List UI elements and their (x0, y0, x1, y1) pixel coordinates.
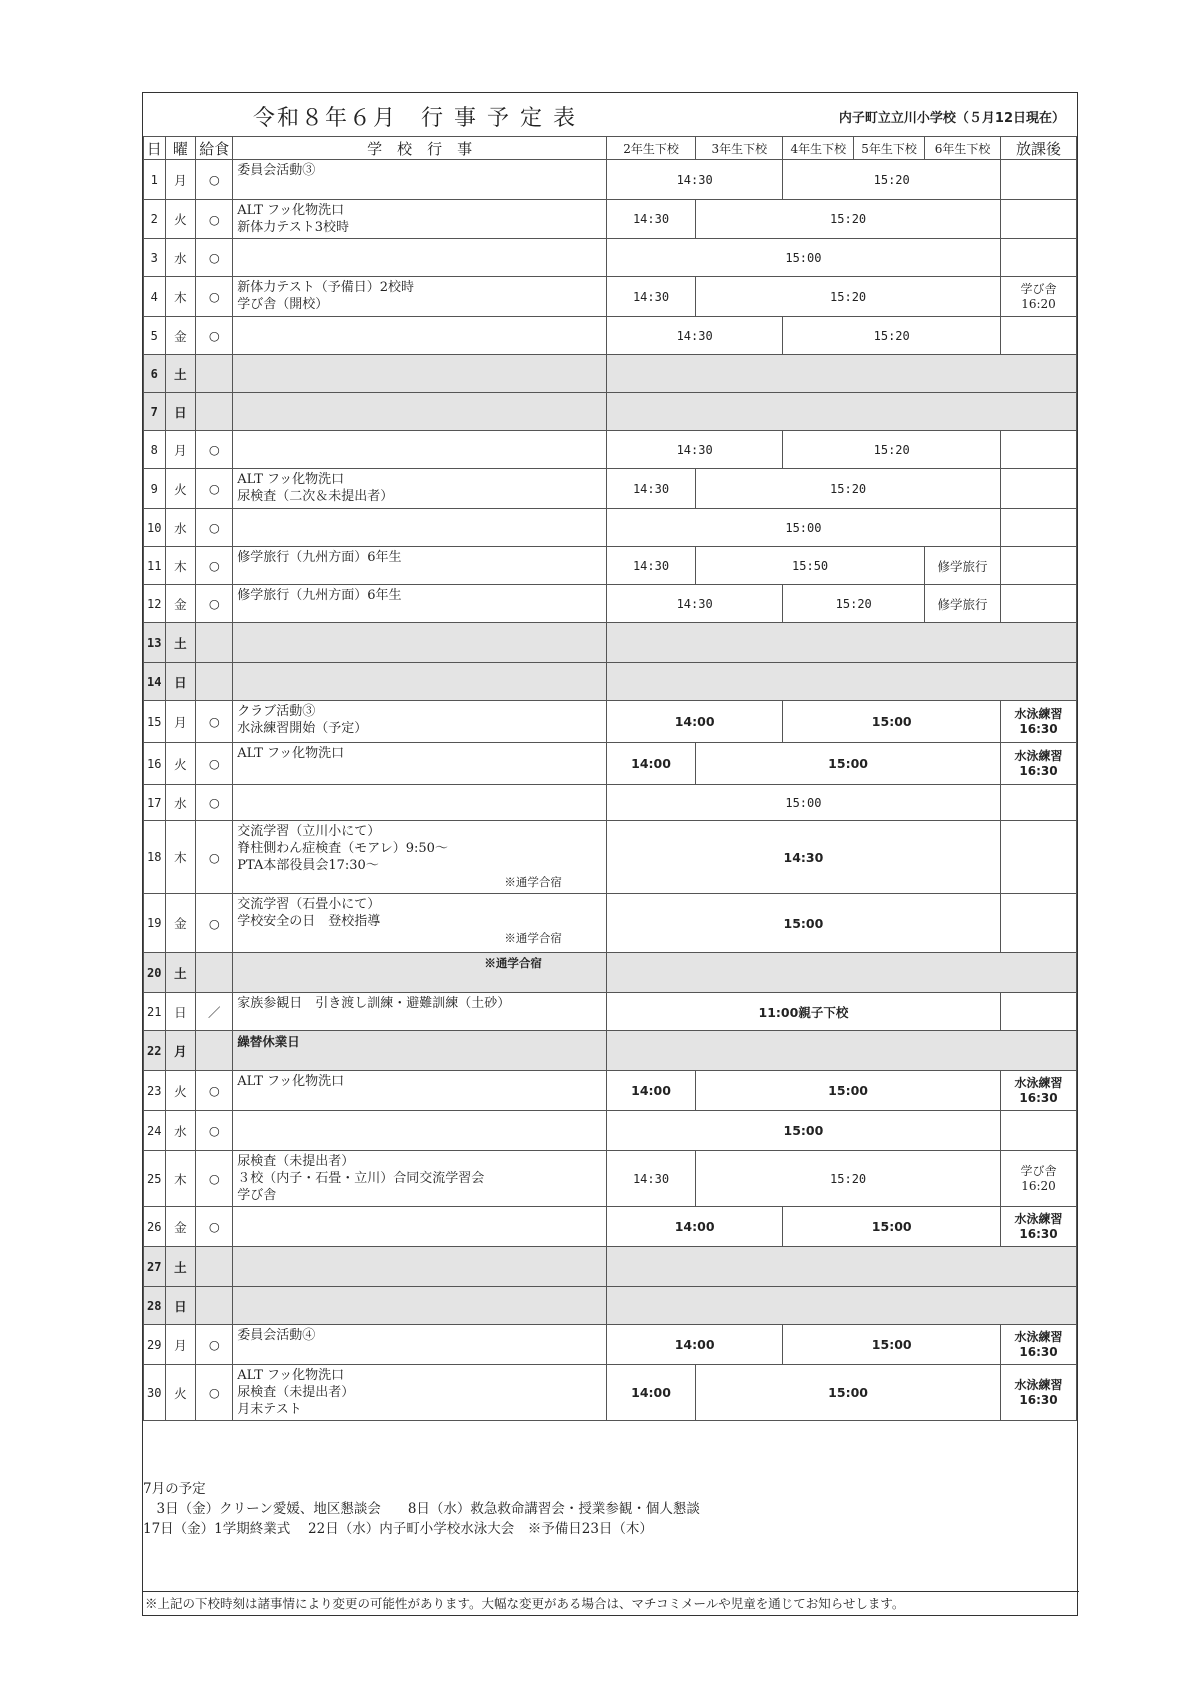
events-cell (233, 1247, 607, 1287)
events-cell (233, 993, 607, 1031)
after-school-cell (1000, 200, 1076, 239)
events-cell (233, 663, 607, 701)
weekday-cell: 火 (165, 469, 196, 509)
header-g3: 3年生下校 (696, 137, 783, 160)
lunch-cell: ○ (196, 1325, 233, 1365)
after-school-line: 水泳練習 (1014, 1211, 1063, 1226)
event-line: 修学旅行（九州方面）6年生 (237, 550, 402, 565)
after-school-cell (1000, 239, 1076, 277)
event-line: クラブ活動③ (237, 704, 316, 719)
weekday-cell: 水 (165, 239, 196, 277)
day-cell: 4 (144, 277, 166, 317)
dismissal-early: 14:30 (606, 431, 783, 469)
header-after: 放課後 (1000, 137, 1076, 160)
dismissal-cell (606, 1031, 1076, 1071)
day-cell: 24 (144, 1111, 166, 1151)
dismissal-cell (606, 623, 1076, 663)
weekday-cell: 月 (165, 1325, 196, 1365)
after-school-cell (1000, 585, 1076, 623)
day-cell: 21 (144, 993, 166, 1031)
lunch-cell (196, 1031, 233, 1071)
day-cell: 29 (144, 1325, 166, 1365)
after-school-cell (1000, 1151, 1076, 1207)
event-line: 尿検査（未提出者） (237, 1154, 355, 1169)
table-row (144, 1151, 1077, 1207)
title-bar (143, 93, 1077, 137)
events-cell (233, 160, 607, 200)
dismissal-early: 14:30 (606, 1151, 695, 1207)
after-school-cell (1000, 160, 1076, 200)
events-cell (233, 623, 607, 663)
events-cell (233, 1151, 607, 1207)
day-cell: 7 (144, 393, 166, 431)
event-line: 修学旅行（九州方面）6年生 (237, 588, 402, 603)
dismissal-late: 15:00 (696, 1071, 1001, 1111)
dismissal-late: 15:20 (696, 469, 1001, 509)
table-row (144, 623, 1077, 663)
events-cell (233, 317, 607, 355)
dismissal-cell (606, 1247, 1076, 1287)
dismissal-late: 15:50 (696, 547, 925, 585)
events-cell (233, 509, 607, 547)
weekday-cell: 月 (165, 431, 196, 469)
day-cell: 12 (144, 585, 166, 623)
july-line-2: 17日（金）1学期終業式 22日（水）内子町小学校水泳大会 ※予備日23日（木） (143, 1521, 653, 1537)
day-cell: 19 (144, 894, 166, 953)
event-line: 交流学習（石畳小にて） (237, 897, 381, 912)
lunch-cell: ○ (196, 1071, 233, 1111)
event-line: 繰替休業日 (237, 1034, 300, 1049)
dismissal-late: 15:20 (696, 277, 1001, 317)
table-row (144, 743, 1077, 785)
lunch-cell: ○ (196, 431, 233, 469)
lunch-cell: ○ (196, 1207, 233, 1247)
event-line: 学び舎 (237, 1188, 277, 1203)
dismissal-g6: 修学旅行 (925, 585, 1001, 623)
school-name: 内子町立立川小学校（５月12日現在） (838, 111, 1065, 126)
weekday-cell: 日 (165, 393, 196, 431)
dismissal-late: 15:00 (696, 1365, 1001, 1421)
lunch-cell: ○ (196, 200, 233, 239)
lunch-cell: ○ (196, 785, 233, 821)
table-row (144, 509, 1077, 547)
event-line: 家族参観日 引き渡し訓練・避難訓練（土砂） (237, 996, 511, 1011)
after-school-line: 水泳練習 (1014, 1377, 1063, 1392)
dismissal-cell (606, 355, 1076, 393)
table-row (144, 469, 1077, 509)
weekday-cell: 木 (165, 547, 196, 585)
table-row (144, 821, 1077, 894)
weekday-cell: 木 (165, 1151, 196, 1207)
dismissal-cell (606, 1287, 1076, 1325)
dismissal-late: 15:00 (783, 1325, 1001, 1365)
weekday-cell: 土 (165, 355, 196, 393)
lunch-cell: ○ (196, 547, 233, 585)
table-row (144, 1207, 1077, 1247)
table-row (144, 317, 1077, 355)
lunch-cell: ／ (196, 993, 233, 1031)
events-cell (233, 547, 607, 585)
dismissal-all: 15:00 (606, 239, 1000, 277)
lunch-cell: ○ (196, 239, 233, 277)
dismissal-all: 11:00親子下校 (606, 993, 1000, 1031)
page-title: 令和８年６月 行 事 予 定 表 (253, 106, 577, 131)
day-cell: 6 (144, 355, 166, 393)
events-cell (233, 1325, 607, 1365)
weekday-cell: 月 (165, 160, 196, 200)
after-school-cell (1000, 509, 1076, 547)
weekday-cell: 火 (165, 1365, 196, 1421)
dismissal-cell (606, 953, 1076, 993)
schedule-sheet (142, 92, 1078, 1616)
after-school-line: 水泳練習 (1014, 748, 1063, 763)
dismissal-late: 15:00 (783, 701, 1001, 743)
after-school-cell (1000, 894, 1076, 953)
table-row (144, 785, 1077, 821)
event-line: 委員会活動④ (237, 1328, 316, 1343)
after-school-line: 16:30 (1019, 1090, 1058, 1105)
weekday-cell: 金 (165, 317, 196, 355)
dismissal-late: 15:00 (696, 743, 1001, 785)
header-row (144, 137, 1077, 160)
weekday-cell: 土 (165, 953, 196, 993)
dismissal-cell (606, 663, 1076, 701)
header-g5: 5年生下校 (854, 137, 925, 160)
after-school-line: 16:20 (1021, 1178, 1056, 1193)
after-school-line: 水泳練習 (1014, 1329, 1063, 1344)
lunch-cell: ○ (196, 701, 233, 743)
events-cell (233, 743, 607, 785)
dismissal-early: 14:00 (606, 701, 783, 743)
after-school-cell (1000, 1207, 1076, 1247)
after-school-line: 学び舎 (1020, 281, 1057, 296)
lunch-cell: ○ (196, 469, 233, 509)
day-cell: 3 (144, 239, 166, 277)
after-school-cell (1000, 547, 1076, 585)
event-note: ※通学合宿 (484, 956, 542, 970)
dismissal-all: 15:00 (606, 509, 1000, 547)
day-cell: 23 (144, 1071, 166, 1111)
events-cell (233, 894, 607, 953)
lunch-cell: ○ (196, 1365, 233, 1421)
after-school-line: 水泳練習 (1014, 1075, 1063, 1090)
after-school-line: 学び舎 (1020, 1163, 1057, 1178)
day-cell: 25 (144, 1151, 166, 1207)
dismissal-early: 14:00 (606, 1207, 783, 1247)
dismissal-early: 14:00 (606, 1365, 695, 1421)
day-cell: 11 (144, 547, 166, 585)
table-row (144, 701, 1077, 743)
table-row (144, 1325, 1077, 1365)
table-row (144, 1287, 1077, 1325)
lunch-cell: ○ (196, 317, 233, 355)
day-cell: 28 (144, 1287, 166, 1325)
table-row (144, 1365, 1077, 1421)
header-g6: 6年生下校 (925, 137, 1001, 160)
day-cell: 22 (144, 1031, 166, 1071)
events-cell (233, 1207, 607, 1247)
weekday-cell: 木 (165, 821, 196, 894)
day-cell: 16 (144, 743, 166, 785)
weekday-cell: 金 (165, 894, 196, 953)
weekday-cell: 日 (165, 993, 196, 1031)
table-row (144, 993, 1077, 1031)
after-school-cell (1000, 993, 1076, 1031)
dismissal-early: 14:30 (606, 160, 783, 200)
event-line: ALT フッ化物洗口 (237, 203, 345, 218)
day-cell: 1 (144, 160, 166, 200)
table-row (144, 239, 1077, 277)
after-school-line: 16:20 (1021, 296, 1056, 311)
event-note: ※通学合宿 (504, 875, 562, 889)
lunch-cell (196, 1247, 233, 1287)
header-weekday: 曜 (165, 137, 196, 160)
header-day: 日 (144, 137, 166, 160)
after-school-cell (1000, 317, 1076, 355)
day-cell: 10 (144, 509, 166, 547)
after-school-cell (1000, 785, 1076, 821)
dismissal-early: 14:00 (606, 1071, 695, 1111)
after-school-cell (1000, 821, 1076, 894)
event-line: 新体力テスト（予備日）2校時 (237, 280, 415, 295)
dismissal-late: 15:20 (783, 431, 1001, 469)
event-line: 新体力テスト3校時 (237, 220, 350, 235)
dismissal-all: 14:30 (606, 821, 1000, 894)
dismissal-late: 15:20 (783, 160, 1001, 200)
day-cell: 27 (144, 1247, 166, 1287)
event-line: 水泳練習開始（予定） (237, 721, 368, 736)
lunch-cell: ○ (196, 160, 233, 200)
lunch-cell: ○ (196, 894, 233, 953)
weekday-cell: 月 (165, 701, 196, 743)
event-note: ※通学合宿 (504, 931, 562, 945)
day-cell: 2 (144, 200, 166, 239)
after-school-cell (1000, 1325, 1076, 1365)
day-cell: 9 (144, 469, 166, 509)
day-cell: 17 (144, 785, 166, 821)
weekday-cell: 金 (165, 1207, 196, 1247)
lunch-cell (196, 1287, 233, 1325)
after-school-cell (1000, 1071, 1076, 1111)
dismissal-g6: 修学旅行 (925, 547, 1001, 585)
lunch-cell (196, 393, 233, 431)
event-line: 委員会活動③ (237, 163, 316, 178)
events-cell (233, 953, 607, 993)
table-row (144, 894, 1077, 953)
event-line: ALT フッ化物洗口 (237, 472, 345, 487)
weekday-cell: 水 (165, 1111, 196, 1151)
weekday-cell: 土 (165, 623, 196, 663)
event-line: 交流学習（立川小にて） (237, 824, 381, 839)
header-g4: 4年生下校 (783, 137, 854, 160)
event-line: 尿検査（二次＆未提出者） (237, 489, 394, 504)
dismissal-all: 15:00 (606, 785, 1000, 821)
schedule-table (143, 136, 1077, 1421)
events-cell (233, 1111, 607, 1151)
events-cell (233, 1071, 607, 1111)
events-cell (233, 785, 607, 821)
event-line: ALT フッ化物洗口 (237, 1368, 345, 1383)
event-line: 学校安全の日 登校指導 (237, 914, 381, 929)
dismissal-early: 14:30 (606, 317, 783, 355)
lunch-cell: ○ (196, 585, 233, 623)
events-cell (233, 431, 607, 469)
events-cell (233, 1031, 607, 1071)
dismissal-early: 14:30 (606, 469, 695, 509)
dismissal-late: 15:20 (783, 585, 925, 623)
event-line: ALT フッ化物洗口 (237, 1074, 345, 1089)
weekday-cell: 日 (165, 1287, 196, 1325)
events-cell (233, 1287, 607, 1325)
lunch-cell (196, 355, 233, 393)
events-cell (233, 1365, 607, 1421)
weekday-cell: 金 (165, 585, 196, 623)
dismissal-early: 14:30 (606, 585, 783, 623)
weekday-cell: 水 (165, 509, 196, 547)
events-cell (233, 701, 607, 743)
header-events: 学 校 行 事 (233, 137, 607, 160)
dismissal-late: 15:00 (783, 1207, 1001, 1247)
dismissal-all: 15:00 (606, 894, 1000, 953)
weekday-cell: 水 (165, 785, 196, 821)
table-row (144, 953, 1077, 993)
after-school-cell (1000, 431, 1076, 469)
dismissal-late: 15:20 (783, 317, 1001, 355)
events-cell (233, 355, 607, 393)
day-cell: 20 (144, 953, 166, 993)
table-row (144, 277, 1077, 317)
july-line-1: 3日（金）クリーン愛媛、地区懇談会 8日（水）救急救命講習会・授業参観・個人懇談 (143, 1501, 700, 1517)
table-row (144, 663, 1077, 701)
dismissal-early: 14:30 (606, 200, 695, 239)
after-school-line: 16:30 (1019, 1226, 1058, 1241)
lunch-cell: ○ (196, 509, 233, 547)
day-cell: 30 (144, 1365, 166, 1421)
lunch-cell (196, 953, 233, 993)
table-row (144, 1031, 1077, 1071)
weekday-cell: 火 (165, 200, 196, 239)
dismissal-late: 15:20 (696, 1151, 1001, 1207)
header-g2: 2年生下校 (606, 137, 695, 160)
lunch-cell: ○ (196, 743, 233, 785)
events-cell (233, 200, 607, 239)
header-lunch: 給食 (196, 137, 233, 160)
event-line: 学び舎（開校） (237, 297, 329, 312)
lunch-cell: ○ (196, 1151, 233, 1207)
event-line: PTA本部役員会17:30～ (237, 858, 379, 873)
weekday-cell: 月 (165, 1031, 196, 1071)
after-school-cell (1000, 1365, 1076, 1421)
events-cell (233, 821, 607, 894)
after-school-cell (1000, 469, 1076, 509)
after-school-line: 水泳練習 (1014, 706, 1063, 721)
dismissal-cell (606, 393, 1076, 431)
table-row (144, 160, 1077, 200)
dismissal-late: 15:20 (696, 200, 1001, 239)
after-school-line: 16:30 (1019, 763, 1058, 778)
table-row (144, 547, 1077, 585)
after-school-cell (1000, 277, 1076, 317)
after-school-line: 16:30 (1019, 1392, 1058, 1407)
dismissal-early: 14:30 (606, 277, 695, 317)
events-cell (233, 585, 607, 623)
after-school-line: 16:30 (1019, 1344, 1058, 1359)
day-cell: 26 (144, 1207, 166, 1247)
events-cell (233, 239, 607, 277)
table-row (144, 200, 1077, 239)
after-school-line: 16:30 (1019, 721, 1058, 736)
table-row (144, 1247, 1077, 1287)
dismissal-early: 14:00 (606, 743, 695, 785)
event-line: 尿検査（未提出者） (237, 1385, 355, 1400)
weekday-cell: 土 (165, 1247, 196, 1287)
dismissal-early: 14:00 (606, 1325, 783, 1365)
lunch-cell: ○ (196, 1111, 233, 1151)
after-school-cell (1000, 701, 1076, 743)
event-line: 月末テスト (237, 1402, 302, 1417)
weekday-cell: 火 (165, 1071, 196, 1111)
dismissal-early: 14:30 (606, 547, 695, 585)
lunch-cell (196, 623, 233, 663)
lunch-cell: ○ (196, 277, 233, 317)
day-cell: 14 (144, 663, 166, 701)
day-cell: 5 (144, 317, 166, 355)
lunch-cell (196, 663, 233, 701)
lunch-cell: ○ (196, 821, 233, 894)
day-cell: 8 (144, 431, 166, 469)
weekday-cell: 木 (165, 277, 196, 317)
july-heading: 7月の予定 (143, 1481, 206, 1497)
table-row (144, 431, 1077, 469)
events-cell (233, 393, 607, 431)
events-cell (233, 277, 607, 317)
event-line: ALT フッ化物洗口 (237, 746, 345, 761)
day-cell: 15 (144, 701, 166, 743)
events-cell (233, 469, 607, 509)
table-row (144, 585, 1077, 623)
weekday-cell: 日 (165, 663, 196, 701)
after-school-cell (1000, 1111, 1076, 1151)
table-row (144, 355, 1077, 393)
weekday-cell: 火 (165, 743, 196, 785)
footnote: ※上記の下校時刻は諸事情により変更の可能性があります。大幅な変更がある場合は、マチコミメールや児童を通じてお知らせします。 (143, 1591, 1079, 1616)
event-line: 脊柱側わん症検査（モアレ）9:50～ (237, 841, 448, 856)
table-row (144, 1071, 1077, 1111)
dismissal-all: 15:00 (606, 1111, 1000, 1151)
table-row (144, 1111, 1077, 1151)
table-row (144, 393, 1077, 431)
day-cell: 18 (144, 821, 166, 894)
event-line: ３校（内子・石畳・立川）合同交流学習会 (237, 1171, 485, 1186)
after-school-cell (1000, 743, 1076, 785)
day-cell: 13 (144, 623, 166, 663)
